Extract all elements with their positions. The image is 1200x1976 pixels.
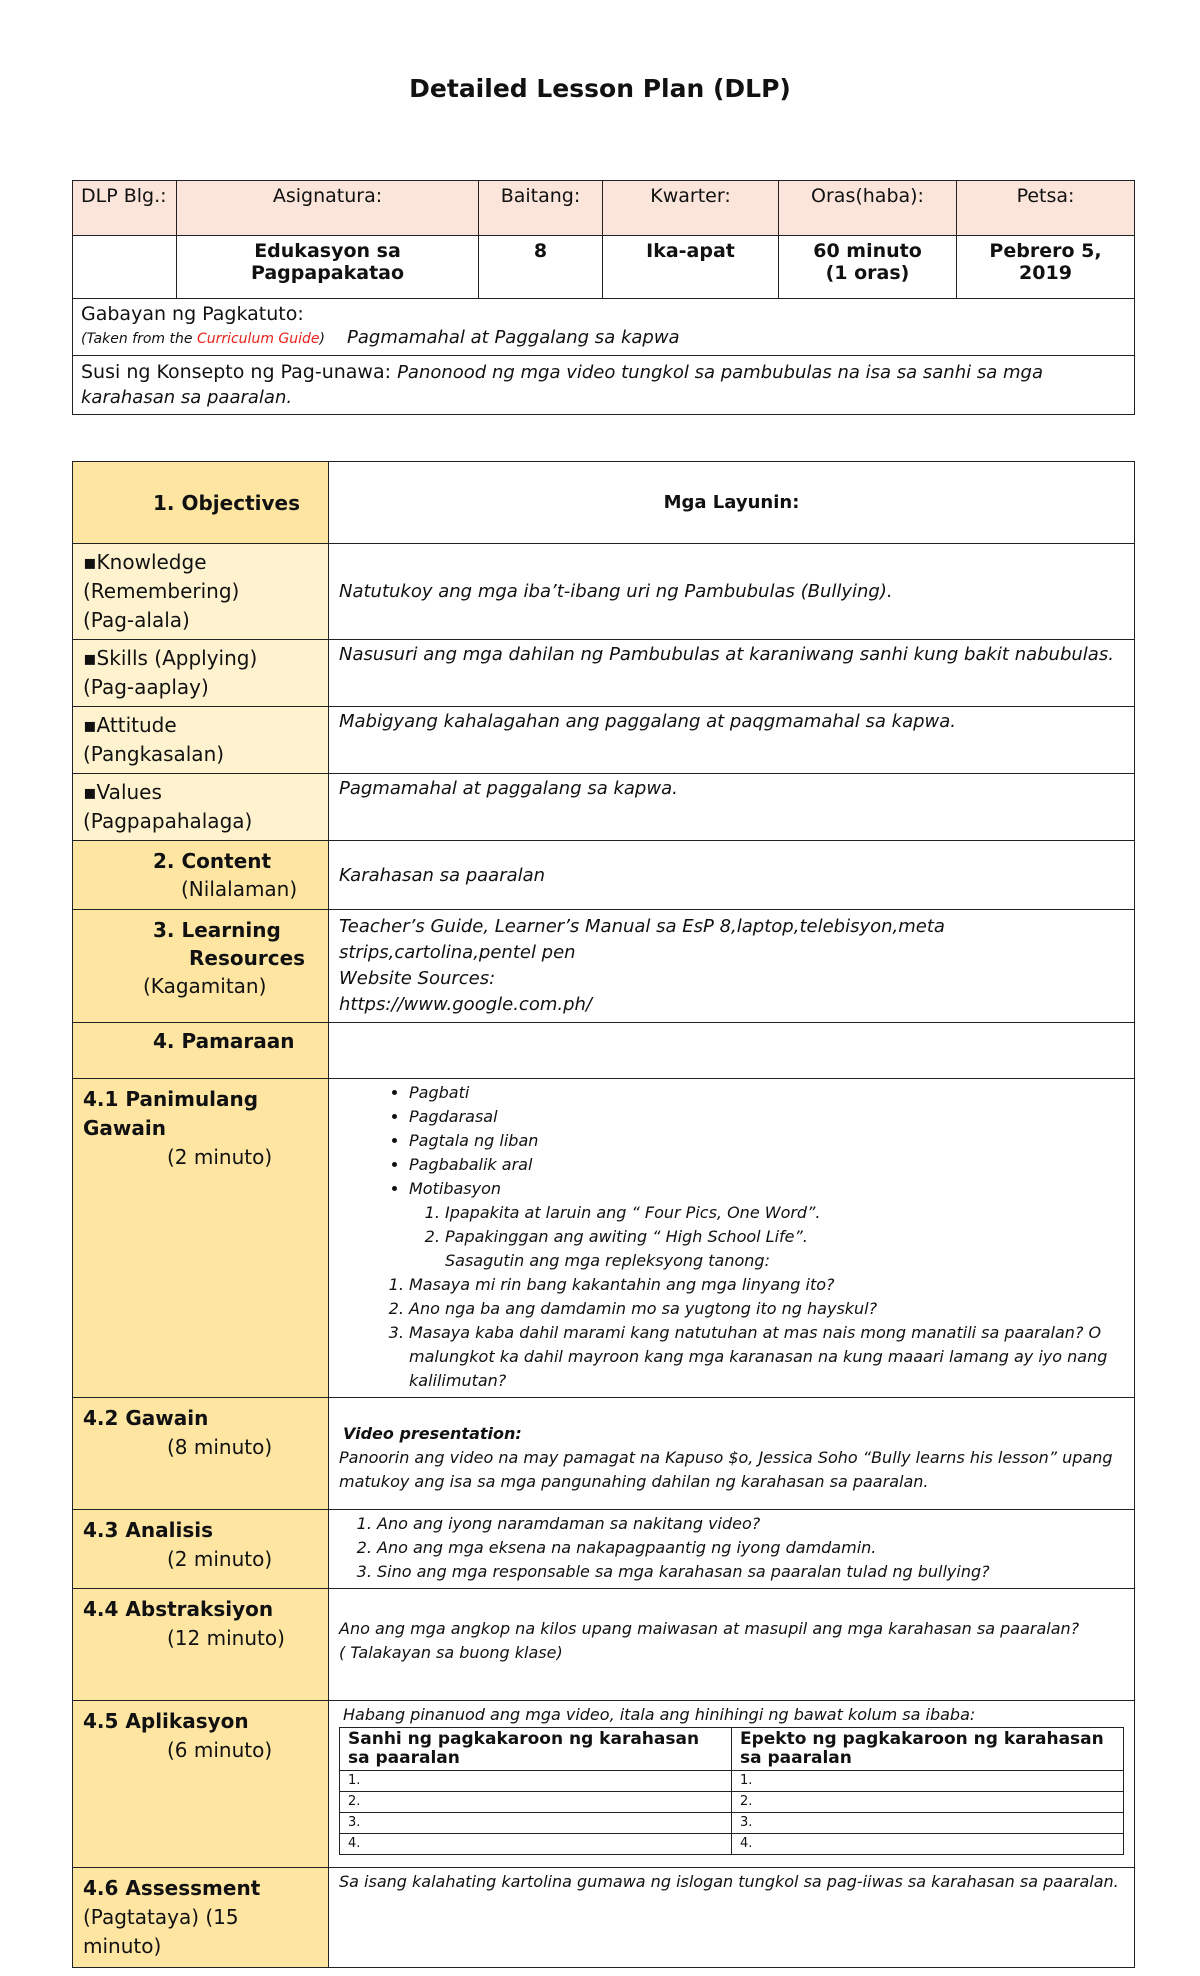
- resources-value: [329, 910, 1135, 1023]
- susi-label: Susi ng Konsepto ng Pag-unawa:: [81, 361, 398, 383]
- aplikasyon-table: [339, 1727, 1124, 1855]
- gawain-row: [73, 1398, 1135, 1510]
- video-presentation-label: Video presentation:: [343, 1424, 522, 1443]
- label-oras: Oras(haba):: [779, 181, 957, 236]
- panimulang-sub: (2 minuto): [167, 1145, 273, 1169]
- epekto-cell: 1.: [732, 1771, 1124, 1792]
- col-epekto: Epekto ng pagkakaroon ng karahasan sa paaralan: [732, 1728, 1124, 1771]
- gabayan-label: Gabayan ng Pagkatuto:: [81, 303, 304, 325]
- sanhi-cell: 4.: [340, 1834, 732, 1855]
- content-row: [73, 841, 1135, 910]
- objectives-row: [73, 462, 1135, 544]
- pamaraan-value: [329, 1023, 1135, 1079]
- header-labels-row: [73, 181, 1135, 236]
- list-item: [409, 1177, 1124, 1273]
- skills-value: Nasusuri ang mga dahilan ng Pambubulas at karaniwang sanhi kung bakit nabubulas.: [329, 640, 1135, 707]
- knowledge-l1: ▪Knowledge: [83, 550, 207, 574]
- value-asignatura: Edukasyon sa Pagpapakatao: [177, 236, 479, 299]
- list-item: • Pagtala ng liban: [409, 1129, 1124, 1153]
- abstraksiyon-heading: 4.4 Abstraksiyon: [83, 1597, 274, 1621]
- knowledge-l2: (Remembering): [83, 579, 240, 603]
- col-sanhi: Sanhi ng pagkakaroon ng karahasan sa paaralan: [340, 1728, 732, 1771]
- skills-l1: ▪Skills (Applying): [83, 646, 258, 670]
- list-item: 1. Masaya mi rin bang kakantahin ang mga linyang ito?: [409, 1273, 1124, 1297]
- taken-from-close: ): [319, 331, 325, 347]
- epekto-cell: 3.: [732, 1813, 1124, 1834]
- susi-row: [73, 356, 1135, 415]
- values-l2: (Pagpapahalaga): [83, 809, 253, 833]
- values-row: [73, 774, 1135, 841]
- content-value: Karahasan sa paaralan: [329, 841, 1135, 910]
- gabayan-row: [73, 299, 1135, 356]
- value-dlp-blg: [73, 236, 177, 299]
- lesson-table: [72, 461, 1135, 1968]
- panimulang-heading-1: 4.1 Panimulang: [83, 1087, 259, 1111]
- skills-l2: (Pag-aaplay): [83, 675, 209, 699]
- resources-sub: (Kagamitan): [143, 974, 267, 998]
- resources-heading-2: Resources: [189, 946, 306, 970]
- aplikasyon-row: [73, 1701, 1135, 1868]
- label-dlp-blg: DLP Blg.:: [73, 181, 177, 236]
- objectives-heading: 1. Objectives: [73, 462, 329, 544]
- epekto-cell: 2.: [732, 1792, 1124, 1813]
- label-asignatura: Asignatura:: [177, 181, 479, 236]
- aplikasyon-value: [329, 1701, 1135, 1868]
- label-kwarter: Kwarter:: [603, 181, 779, 236]
- assessment-row: [73, 1868, 1135, 1968]
- attitude-l1: ▪Attitude: [83, 713, 177, 737]
- analisis-questions: [339, 1512, 1124, 1584]
- value-kwarter: Ika-apat: [603, 236, 779, 299]
- assessment-label: [73, 1868, 329, 1968]
- gawain-value: [329, 1398, 1135, 1510]
- label-baitang: Baitang:: [479, 181, 603, 236]
- gawain-text: Panoorin ang video na may pamagat na Kapuso $o, Jessica Soho “Bully learns his lesson” upang matukoy ang isa sa mga pangunahing dahilan ng karahasan sa paaralan.: [339, 1448, 1113, 1491]
- gabayan-cell: [73, 299, 1135, 356]
- attitude-l2: (Pangkasalan): [83, 742, 225, 766]
- aplikasyon-label: [73, 1701, 329, 1868]
- list-item: 2. Papakinggan ang awiting “ High School Life”.: [445, 1225, 1124, 1249]
- table-row: [340, 1792, 1124, 1813]
- susi-cell: [73, 356, 1135, 415]
- sanhi-cell: 3.: [340, 1813, 732, 1834]
- table-row: [340, 1771, 1124, 1792]
- attitude-row: [73, 707, 1135, 774]
- table-row: [340, 1813, 1124, 1834]
- knowledge-row: [73, 544, 1135, 640]
- reflection-questions: [339, 1273, 1124, 1393]
- list-item: • Pagdarasal: [409, 1105, 1124, 1129]
- skills-row: [73, 640, 1135, 707]
- resources-label: [73, 910, 329, 1023]
- list-item: • Pagbati: [409, 1081, 1124, 1105]
- analisis-row: [73, 1510, 1135, 1589]
- values-l1: ▪Values: [83, 780, 162, 804]
- abstraksiyon-line-1: Ano ang mga angkop na kilos upang maiwasan at masupil ang mga karahasan sa paaralan?: [339, 1619, 1080, 1638]
- analisis-sub: (2 minuto): [167, 1547, 273, 1571]
- gawain-sub: (8 minuto): [167, 1435, 273, 1459]
- analisis-value: [329, 1510, 1135, 1589]
- values-label: [73, 774, 329, 841]
- header-table: [72, 180, 1135, 415]
- motibasyon-label: Motibasyon: [409, 1179, 502, 1198]
- oras-minutes: 60 minuto: [813, 240, 922, 262]
- value-oras: [779, 236, 957, 299]
- list-item: 3. Masaya kaba dahil marami kang natutuhan at mas nais mong manatili sa paaralan? O malungkot ka dahil mayroon kang mga karanasan na kung maaari lamang ay iyo nang kalilimutan?: [409, 1321, 1124, 1393]
- epekto-cell: 4.: [732, 1834, 1124, 1855]
- gabayan-value: Pagmamahal at Paggalang sa kapwa: [347, 327, 680, 348]
- page-title: Detailed Lesson Plan (DLP): [409, 74, 791, 103]
- oras-hours: (1 oras): [825, 262, 910, 284]
- abstraksiyon-label: [73, 1589, 329, 1701]
- sanhi-cell: 1.: [340, 1771, 732, 1792]
- susi-value: Panonood ng mga video tungkol sa pambubulas na isa sa sanhi sa mga karahasan sa paaralan.: [81, 362, 1043, 408]
- table-row: [340, 1834, 1124, 1855]
- mga-layunin-heading: Mga Layunin:: [329, 462, 1135, 544]
- skills-label: [73, 640, 329, 707]
- resources-row: [73, 910, 1135, 1023]
- list-item: 2. Ano nga ba ang damdamin mo sa yugtong ito ng hayskul?: [409, 1297, 1124, 1321]
- resources-heading-1: 3. Learning: [153, 918, 281, 942]
- attitude-value: Mabigyang kahalagahan ang paggalang at paqgmamahal sa kapwa.: [329, 707, 1135, 774]
- header-values-row: [73, 236, 1135, 299]
- panimulang-heading-2: Gawain: [83, 1116, 166, 1140]
- content-label: [73, 841, 329, 910]
- abstraksiyon-line-2: ( Talakayan sa buong klase): [339, 1643, 563, 1662]
- sanhi-cell: 2.: [340, 1792, 732, 1813]
- pamaraan-row: [73, 1023, 1135, 1079]
- analisis-heading: 4.3 Analisis: [83, 1518, 213, 1542]
- gawain-label: [73, 1398, 329, 1510]
- label-petsa: Petsa:: [957, 181, 1135, 236]
- resources-line-3: Website Sources:: [339, 968, 496, 989]
- panimulang-value: [329, 1079, 1135, 1398]
- curriculum-guide-text: Curriculum Guide: [196, 331, 320, 347]
- analisis-label: [73, 1510, 329, 1589]
- aplikasyon-table-header: [340, 1728, 1124, 1771]
- assessment-heading: 4.6 Assessment: [83, 1876, 261, 1900]
- sasagutin-text: Sasagutin ang mga repleksyong tanong:: [445, 1251, 770, 1270]
- list-item: • Pagbabalik aral: [409, 1153, 1124, 1177]
- aplikasyon-intro: Habang pinanuod ang mga video, itala ang hinihingi ng bawat kolum sa ibaba:: [343, 1705, 976, 1724]
- value-baitang: 8: [479, 236, 603, 299]
- value-petsa: Pebrero 5, 2019: [957, 236, 1135, 299]
- resources-url: https://www.google.com.ph/: [339, 994, 592, 1015]
- taken-from-open: (Taken from the: [81, 331, 197, 347]
- list-item: 1. Ano ang iyong naramdaman sa nakitang video?: [377, 1512, 1124, 1536]
- abstraksiyon-row: [73, 1589, 1135, 1701]
- knowledge-label: [73, 544, 329, 640]
- aplikasyon-heading: 4.5 Aplikasyon: [83, 1709, 249, 1733]
- list-item: 3. Sino ang mga responsable sa mga karahasan sa paaralan tulad ng bullying?: [377, 1560, 1124, 1584]
- knowledge-l3: (Pag-alala): [83, 608, 190, 632]
- assessment-sub: (Pagtataya) (15 minuto): [83, 1905, 239, 1958]
- motibasyon-sub-list: [409, 1201, 1124, 1249]
- abstraksiyon-value: [329, 1589, 1135, 1701]
- content-sub: (Nilalaman): [181, 877, 298, 901]
- values-value: Pagmamahal at paggalang sa kapwa.: [329, 774, 1135, 841]
- pamaraan-heading: 4. Pamaraan: [73, 1023, 329, 1079]
- assessment-value: Sa isang kalahating kartolina gumawa ng islogan tungkol sa pag-iiwas sa karahasan sa paaralan.: [329, 1868, 1135, 1968]
- list-item: 1. Ipapakita at laruin ang “ Four Pics, One Word”.: [445, 1201, 1124, 1225]
- panimulang-row: [73, 1079, 1135, 1398]
- panimulang-label: [73, 1079, 329, 1398]
- abstraksiyon-sub: (12 minuto): [167, 1626, 285, 1650]
- content-heading: 2. Content: [153, 849, 272, 873]
- gawain-heading: 4.2 Gawain: [83, 1406, 209, 1430]
- knowledge-value: Natutukoy ang mga iba’t-ibang uri ng Pambubulas (Bullying).: [329, 544, 1135, 640]
- resources-line-1: Teacher’s Guide, Learner’s Manual sa EsP 8,laptop,telebisyon,meta: [339, 916, 945, 937]
- attitude-label: [73, 707, 329, 774]
- resources-line-2: strips,cartolina,pentel pen: [339, 942, 576, 963]
- list-item: 2. Ano ang mga eksena na nakapagpaantig ng iyong damdamin.: [377, 1536, 1124, 1560]
- panimulang-bullets: [339, 1081, 1124, 1273]
- aplikasyon-sub: (6 minuto): [167, 1738, 273, 1762]
